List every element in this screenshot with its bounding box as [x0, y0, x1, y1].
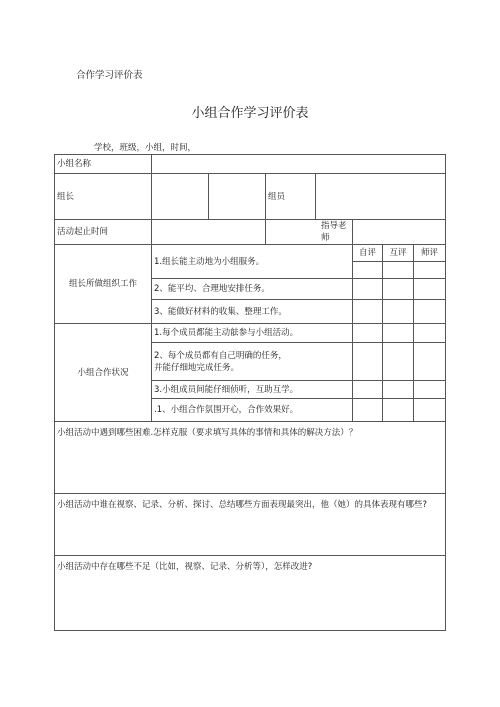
section2-title: 小组合作状况 — [55, 324, 152, 422]
score-cell[interactable] — [414, 343, 446, 381]
score-cell[interactable] — [414, 279, 446, 300]
score-cell[interactable] — [353, 324, 383, 343]
score-cell[interactable] — [414, 324, 446, 343]
score-cell[interactable] — [383, 399, 414, 422]
group-name-field[interactable] — [152, 155, 446, 174]
period-label: 活动起止时间 — [55, 220, 152, 245]
score-cell[interactable] — [414, 262, 446, 279]
score-cell[interactable] — [383, 300, 414, 324]
score-cell[interactable] — [383, 324, 414, 343]
leader-field[interactable] — [152, 174, 209, 220]
section1-item-2: 2、能平均、合理地安排任务。 — [152, 279, 353, 300]
document-title: 小组合作学习评价表 — [191, 106, 309, 121]
evaluation-form — [54, 154, 446, 631]
peer-eval-header: 互评 — [383, 245, 414, 262]
score-cell[interactable] — [353, 279, 383, 300]
question-2[interactable]: 小组活动中谁在视察、记录、分析、探讨、总结哪些方面表现最突出，他（她）的具体表现有哪些? — [55, 494, 446, 556]
question-1[interactable]: 小组活动中遇到哪些困难.怎样克服（要求填写具体的事情和具体的解决方法）？ — [55, 422, 446, 494]
score-cell[interactable] — [383, 262, 414, 279]
info-line: 学校，班级，小组，时间， — [94, 143, 197, 153]
section2-item-1: 1.每个成员都能主动䏻参与小组活动。 — [152, 324, 353, 343]
advisor-field[interactable] — [353, 220, 446, 245]
section2-item-3: 3.小组成员间能仔细侦听，互助互学。 — [152, 381, 353, 399]
section1-item-3: 3、能做好材料的收集、整理工作。 — [152, 300, 353, 324]
score-cell[interactable] — [353, 381, 383, 399]
score-cell[interactable] — [414, 300, 446, 324]
members-field[interactable] — [316, 174, 446, 220]
question-3[interactable]: 小组活动中存在哪些不足（比如，视察、记录、分析等），怎样改进? — [55, 556, 446, 631]
section1-title: 组长所做组织工作 — [55, 245, 152, 324]
members-label: 组员 — [266, 174, 316, 220]
score-cell[interactable] — [353, 399, 383, 422]
score-cell[interactable] — [353, 262, 383, 279]
period-field[interactable] — [152, 220, 266, 245]
score-cell[interactable] — [414, 381, 446, 399]
leader-field-2[interactable] — [209, 174, 266, 220]
score-cell[interactable] — [383, 381, 414, 399]
advisor-label: 指导老师 — [266, 220, 353, 245]
leader-label: 组长 — [55, 174, 152, 220]
group-name-label: 小组名称 — [55, 155, 152, 174]
section2-item-4: .1、小组合作氛围开心，合作效果好。 — [152, 399, 353, 422]
score-cell[interactable] — [353, 300, 383, 324]
score-cell[interactable] — [353, 343, 383, 381]
self-eval-header: 自评 — [353, 245, 383, 262]
section1-item-1: 1.组长能主动地为小组服务。 — [152, 245, 353, 279]
teacher-eval-header: 师评 — [414, 245, 446, 262]
score-cell[interactable] — [383, 279, 414, 300]
score-cell[interactable] — [414, 399, 446, 422]
header-title: 合作学习评价表 — [76, 70, 143, 81]
score-cell[interactable] — [383, 343, 414, 381]
section2-item-2: 2、每个成员都有自己明确的任务，并能仔细地完成任务。 — [152, 343, 353, 381]
